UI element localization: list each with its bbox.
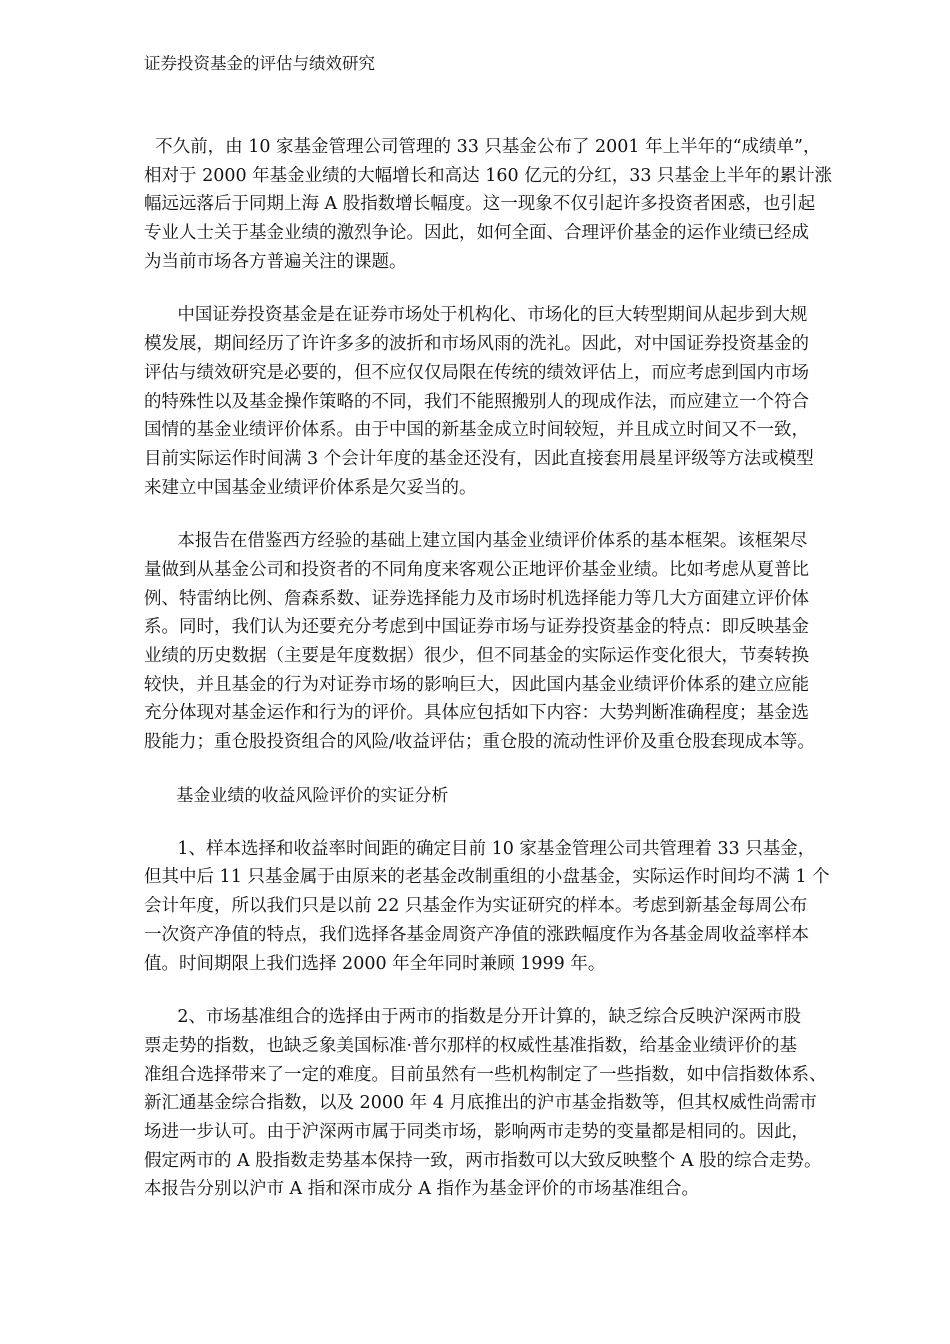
paragraph-1 — [144, 133, 874, 276]
paragraph-line: 国情的基金业绩评价体系。由于中国的新基金成立时间较短，并且成立时间又不一致， — [144, 420, 809, 441]
paragraph-line: 不久前，由 10 家基金管理公司管理的 33 只基金公布了 2001 年上半年的“成绩单”， — [144, 137, 821, 157]
paragraph-line: 新汇通基金综合指数，以及 2000 年 4 月底推出的沪市基金指数等，但其权威性尚需市 — [144, 1093, 817, 1114]
paragraph-line: 票走势的指数，也缺乏象美国标准·普尔那样的权威性基准指数，给基金业绩评价的基 — [144, 1035, 798, 1056]
paragraph-line: 假定两市的 A 股指数走势基本保持一致，两市指数可以大致反映整个 A 股的综合走势。 — [144, 1150, 822, 1171]
section-heading: 基金业绩的收益风险评价的实证分析 — [144, 785, 449, 806]
paragraph-line: 评估与绩效研究是必要的，但不应仅仅局限在传统的绩效评估上，而应考虑到国内市场 — [144, 362, 809, 383]
document-title: 证券投资基金的评估与绩效研究 — [144, 54, 375, 73]
paragraph-line: 目前实际运作时间满 3 个会计年度的基金还没有，因此直接套用晨星评级等方法或模型 — [144, 448, 814, 469]
paragraph-line: 相对于 2000 年基金业绩的大幅增长和高达 160 亿元的分红，33 只基金上半年的累计涨 — [144, 165, 833, 186]
paragraph-line: 量做到从基金公司和投资者的不同角度来客观公正地评价基金业绩。比如考虑从夏普比 — [144, 559, 809, 580]
paragraph-line: 本报告在借鉴西方经验的基础上建立国内基金业绩评价体系的基本框架。该框架尽 — [144, 531, 808, 552]
paragraph-line: 业绩的历史数据（主要是年度数据）很少，但不同基金的实际运作变化很大，节奏转换 — [144, 646, 809, 666]
paragraph-line: 来建立中国基金业绩评价体系是欠妥当的。 — [144, 477, 477, 498]
paragraph-line: 模发展，期间经历了许许多多的波折和市场风雨的洗礼。因此，对中国证券投资基金的 — [144, 334, 809, 355]
paragraph-line: 一次资产净值的特点，我们选择各基金周资产净值的涨跌幅度作为各基金周收益率样本 — [144, 924, 809, 945]
paragraph-line: 充分体现对基金运作和行为的评价。具体应包括如下内容：大势判断准确程度；基金选 — [144, 703, 809, 724]
paragraph-line: 场进一步认可。由于沪深两市属于同类市场，影响两市走势的变量都是相同的。因此， — [144, 1121, 809, 1142]
paragraph-line: 准组合选择带来了一定的难度。目前虽然有一些机构制定了一些指数，如中信指数体系、 — [144, 1064, 827, 1085]
paragraph-line: 股能力；重仓股投资组合的风险/收益评估；重仓股的流动性评价及重仓股套现成本等。 — [144, 732, 815, 753]
paragraph-line: 但其中后 11 只基金属于由原来的老基金改制重组的小盘基金，实际运作时间均不满 1 个 — [144, 867, 830, 888]
paragraph-4 — [144, 835, 874, 978]
paragraph-line: 值。时间期限上我们选择 2000 年全年同时兼顾 1999 年。 — [144, 953, 606, 974]
paragraph-line: 本报告分别以沪市 A 指和深市成分 A 指作为基金评价的市场基准组合。 — [144, 1179, 700, 1200]
paragraph-line: 的特殊性以及基金操作策略的不同，我们不能照搬别人的现成作法，而应建立一个符合 — [144, 391, 809, 412]
paragraph-line: 会计年度，所以我们只是以前 22 只基金作为实证研究的样本。考虑到新基金每周公布 — [144, 896, 808, 917]
paragraph-3 — [144, 527, 874, 757]
paragraph-line: 2、市场基准组合的选择由于两市的指数是分开计算的，缺乏综合反映沪深两市股 — [144, 1007, 802, 1028]
paragraph-5 — [144, 1003, 874, 1204]
paragraph-line: 中国证券投资基金是在证券市场处于机构化、市场化的巨大转型期间从起步到大规 — [144, 305, 808, 326]
document-page — [144, 50, 874, 1204]
paragraph-line: 较快，并且基金的行为对证券市场的影响巨大，因此国内基金业绩评价体系的建立应能 — [144, 674, 809, 695]
paragraph-line: 系。同时，我们认为还要充分考虑到中国证券市场与证券投资基金的特点：即反映基金 — [144, 617, 809, 638]
paragraph-line: 例、特雷纳比例、詹森系数、证券选择能力及市场时机选择能力等几大方面建立评价体 — [144, 588, 809, 609]
paragraph-2 — [144, 301, 874, 502]
paragraph-line: 专业人士关于基金业绩的激烈争论。因此，如何全面、合理评价基金的运作业绩已经成 — [144, 223, 809, 244]
paragraph-line: 幅远远落后于同期上海 A 股指数增长幅度。这一现象不仅引起许多投资者困惑，也引起 — [144, 194, 816, 215]
paragraph-line: 为当前市场各方普遍关注的课题。 — [144, 251, 407, 272]
paragraph-line: 1、样本选择和收益率时间距的确定目前 10 家基金管理公司共管理着 33 只基金， — [144, 838, 816, 859]
